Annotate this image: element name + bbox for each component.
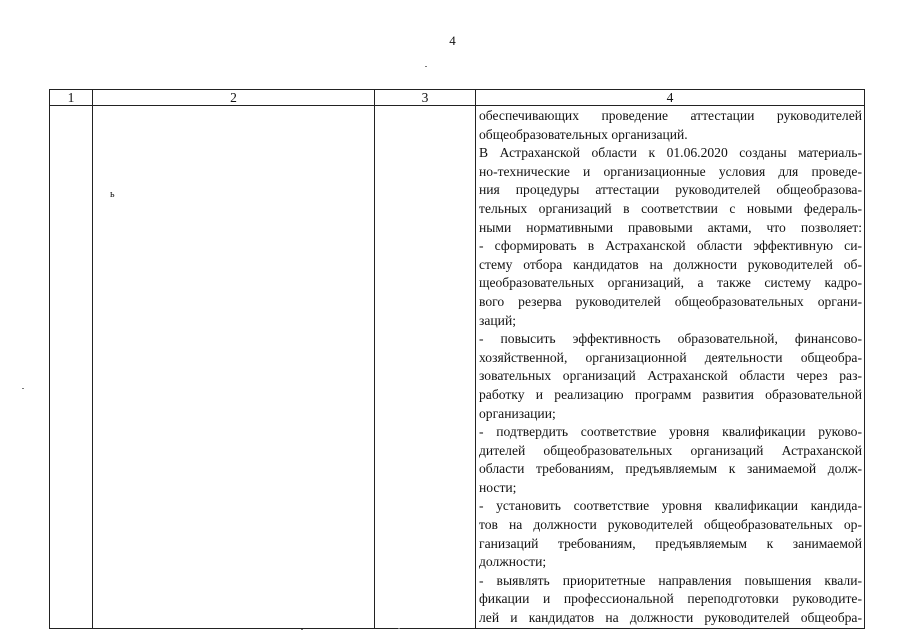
cell-col-3 [375,106,476,629]
text-line: заций; [479,312,517,328]
text-line: щеобразовательных организаций, а также систему кадро- [479,275,862,291]
text-line: стему отбора кандидатов на должности руководителей об- [479,256,862,272]
text-line: хозяйственной, организационной деятельности общеобра- [479,349,862,365]
text-line: ганизаций требованиям, предъявляемым к занимаемой [479,535,862,551]
table-body-row [50,106,865,629]
text-line: области требованиям, предъявляемым к занимаемой долж- [479,461,862,477]
cell-col-1 [50,106,93,629]
scan-speck [398,628,400,629]
text-line: организации; [479,405,556,421]
text-line: - выявлять приоритетные направления повышения квали- [479,572,862,588]
text-line: вого резерва руководителей общеобразовательных органи- [479,293,862,309]
scan-speck [22,388,24,389]
text-line: В Астраханской области к 01.06.2020 созданы материаль- [479,145,862,161]
text-line: зовательных организаций Астраханской области через раз- [479,368,862,384]
text-line: общеобразовательных организаций. [479,126,688,142]
scan-speck [301,629,303,630]
text-line: должности; [479,554,547,570]
text-line: - подтвердить соответствие уровня квалификации руково- [479,424,862,440]
header-col-2: 2 [93,90,375,106]
text-line: - установить соответствие уровня квалификации кандида- [479,498,862,514]
text-line: ния процедуры аттестации руководителей общеобразова- [479,182,862,198]
text-line: тельных организаций в соответствии с новыми федераль- [479,200,862,216]
text-line: работку и реализацию программ развития образовательной [479,386,862,402]
stray-mark: ь [110,189,115,200]
col4-text-block [479,107,862,628]
document-table [49,89,865,629]
header-col-3: 3 [375,90,476,106]
text-line: ными нормативными правовыми актами, что позволяет: [479,219,862,235]
text-line: фикации и профессиональной переподготовки руководите- [479,591,862,607]
cell-col-4 [476,106,865,629]
cell-col-2 [93,106,375,629]
text-line: ности; [479,479,517,495]
page-number: 4 [449,33,456,48]
header-col-1: 1 [50,90,93,106]
text-line: дителей общеобразовательных организаций Астраханской [479,442,862,458]
text-line: тов на должности руководителей общеобразовательных ор- [479,517,862,533]
text-line: - повысить эффективность образовательной, финансово- [479,331,862,347]
text-line: обеспечивающих проведение аттестации руководителей [479,108,862,123]
text-line: - сформировать в Астраханской области эффективную си- [479,238,862,254]
text-line: но-технические и организационные условия для проведе- [479,163,862,179]
text-line: лей и кандидатов на должности руководителей общеобра- [479,610,862,626]
table-header-row [50,90,865,106]
header-col-4: 4 [476,90,865,106]
scan-speck [425,66,427,67]
